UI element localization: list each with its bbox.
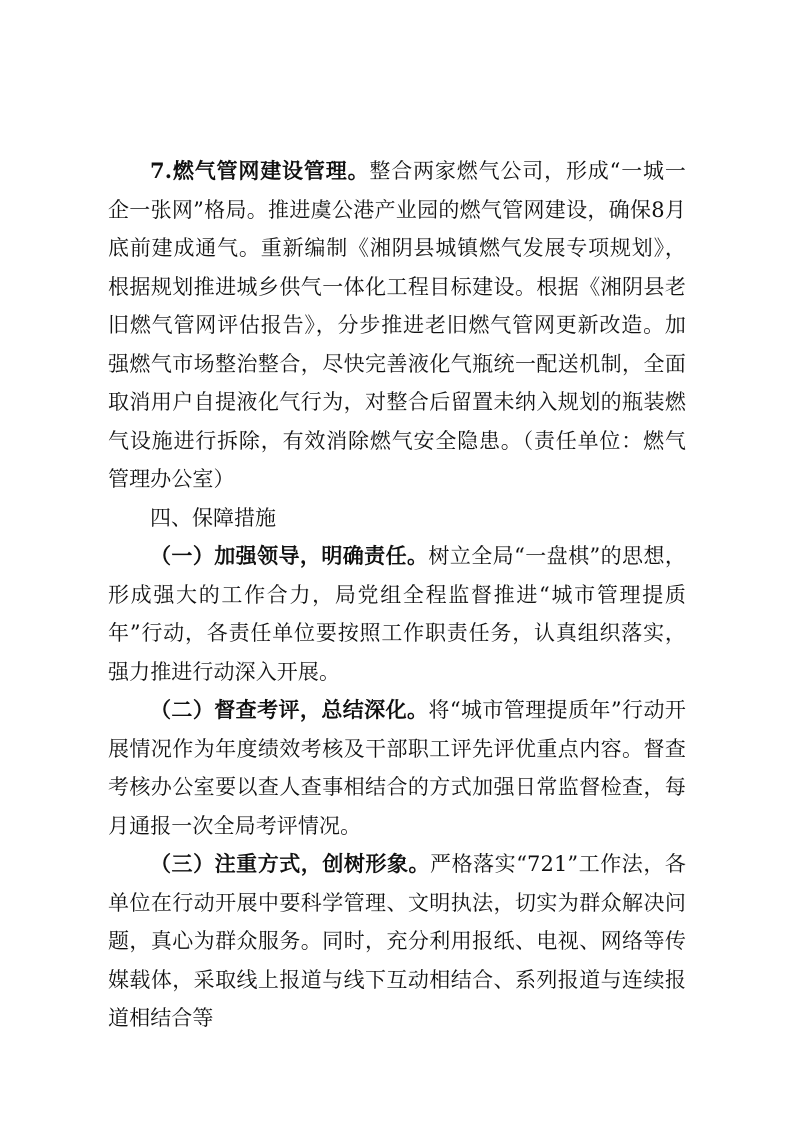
paragraph-image bbox=[108, 845, 686, 1038]
paragraph-lead: （一）加强领导，明确责任。 bbox=[150, 543, 429, 568]
paragraph-lead: 7.燃气管网建设管理。 bbox=[150, 158, 370, 183]
document-page bbox=[108, 152, 686, 1038]
paragraph-gas-network bbox=[108, 152, 686, 499]
section-heading-safeguards: 四、保障措施 bbox=[150, 505, 276, 530]
paragraph-supervision bbox=[108, 691, 686, 845]
paragraph-lead: （三）注重方式，创树形象。 bbox=[150, 851, 431, 876]
paragraph-lead: （二）督查考评，总结深化。 bbox=[150, 697, 429, 722]
paragraph-body: 整合两家燃气公司，形成“一城一企一张网”格局。推进虞公港产业园的燃气管网建设，确保8月底前建成通气。重新编制《湘阴县城镇燃气发展专项规划》，根据规划推进城乡供气一体化工程目标建设。根据《湘阴县老旧燃气管网评估报告》，分步推进老旧燃气管网更新改造。加强燃气市场整治整合，尽快完善液化气瓶统一配送机制，全面取消用户自提液化气行为，对整合后留置未纳入规划的瓶装燃气设施进行拆除，有效消除燃气安全隐患。（责任单位：燃气管理办公室） bbox=[108, 159, 686, 491]
paragraph-body: 将“城市管理提质年”行动开展情况作为年度绩效考核及干部职工评先评优重点内容。督查考核办公室要以查人查事相结合的方式加强日常监督检查，每月通报一次全局考评情况。 bbox=[108, 698, 686, 838]
paragraph-body: 严格落实“721”工作法，各单位在行动开展中要科学管理、文明执法，切实为群众解决问题，真心为群众服务。同时，充分利用报纸、电视、网络等传媒载体，采取线上报道与线下互动相结合、系列报道与连续报道相结合等 bbox=[108, 852, 686, 1030]
paragraph-body: 树立全局“一盘棋”的思想，形成强大的工作合力，局党组全程监督推进“城市管理提质年”行动，各责任单位要按照工作职责任务，认真组织落实，强力推进行动深入开展。 bbox=[108, 544, 686, 684]
paragraph-leadership bbox=[108, 537, 686, 691]
